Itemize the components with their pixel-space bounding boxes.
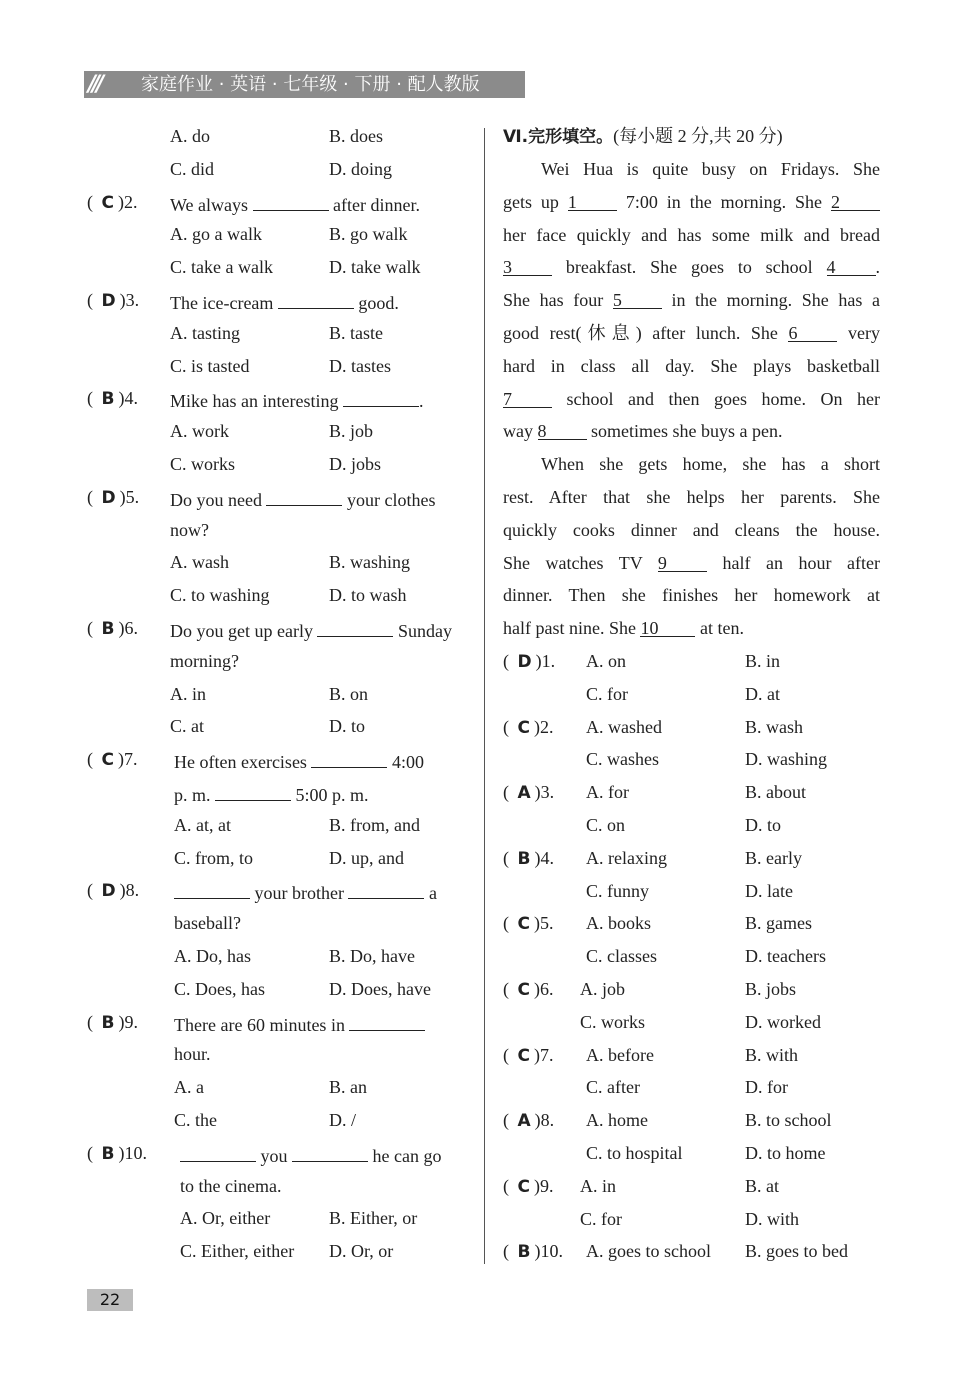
passage-line [503,355,880,377]
question-number [503,650,555,673]
stem-text: sometimes she buys a pen. [586,421,783,442]
paren-close: ) [534,1110,541,1131]
stem-text: She watches TV [503,552,658,573]
passage-line [503,519,880,541]
question-number [503,1044,553,1067]
paren-open: ( [87,1011,98,1032]
page-number-box [87,1289,133,1311]
option: B. in [745,651,781,671]
paren-open: ( [503,847,514,868]
option: C. take a walk [170,257,273,278]
option: C. works [170,454,236,474]
stem-text: hard in class all day. She plays basketball [503,355,880,376]
option: A. job [580,979,625,999]
answer-blank [348,879,424,899]
answer-blank: 1 [568,191,617,211]
question-number [87,1011,138,1034]
answer-blank: 4 [827,256,876,276]
stem-text: to the cinema. [180,1175,282,1196]
stem-text: Mike has an interesting [170,391,343,412]
question-index: 2. [123,191,138,212]
section-note: (每小题 2 分,共 20 分) [613,126,783,146]
passage-line [503,256,880,278]
option: C. washes [586,749,659,770]
header-title: 家庭作业 · 英语 · 七年级 · 下册 · 配人教版 [141,74,480,95]
option: B. wash [745,716,803,737]
question-stem [180,1142,474,1167]
question-index: 5. [125,486,140,507]
paren-close: ) [534,847,541,868]
answer-mark: B [101,1012,115,1033]
question-number [503,781,554,804]
option: B. Do, have [329,946,415,966]
paren-open: ( [503,716,514,737]
question-index: 3. [125,290,140,310]
option: D. for [745,1077,788,1098]
paren-close: ) [118,1142,125,1163]
answer-blank [349,1011,425,1031]
option: C. for [586,683,628,704]
question-index: 10. [540,1241,563,1262]
option: C. is tasted [170,355,250,376]
option: D. teachers [745,946,826,967]
paren-open: ( [87,191,98,212]
passage-line [503,617,880,639]
question-index: 1. [541,651,556,671]
paren-open: ( [503,1175,514,1196]
option: A. work [170,421,229,442]
question-stem [170,650,464,672]
answer-mark: B [101,619,115,639]
stem-text: you [256,1145,292,1166]
option: A. a [174,1077,204,1098]
column-divider [484,128,485,1264]
paren-open: ( [503,1241,514,1262]
question-index: 8. [125,880,140,901]
paren-open: ( [503,782,514,803]
question-stem [174,912,468,934]
option: D. jobs [329,454,382,474]
answer-mark: D [517,652,532,672]
question-stem [174,1043,468,1065]
answer-mark: D [101,881,116,902]
option: B. an [329,1077,367,1098]
option: C. classes [586,946,657,967]
section-title [503,125,783,148]
stem-text: school and then goes home. On her [552,388,880,409]
option: D. take walk [329,257,421,278]
stem-text: very [837,323,881,343]
option: A. in [170,683,206,704]
option: D. up, and [329,847,404,868]
question-number [87,617,138,640]
question-index: 5. [539,913,554,934]
page-number: 22 [99,1290,121,1309]
answer-blank [180,1142,256,1162]
question-index: 8. [540,1110,555,1131]
stem-text: She has four [503,290,613,311]
paren-open: ( [503,913,514,934]
passage-line [503,486,880,508]
option: D. doing [329,158,392,179]
option: A. on [586,651,626,671]
stem-text: at ten. [695,618,744,639]
stem-text: We always [170,194,253,215]
paren-close: ) [534,1241,541,1262]
option: B. from, and [329,814,420,835]
answer-blank: 2 [831,191,880,211]
answer-blank [266,486,342,506]
stem-text: Sunday [393,621,452,641]
question-index: 7. [539,1044,554,1065]
answer-blank: 6 [788,322,837,342]
option: B. does [329,126,383,146]
option: D. washing [745,749,827,770]
question-number [503,1175,553,1198]
option: A. home [586,1110,648,1131]
answer-mark: C [101,750,114,771]
passage-line [503,584,880,606]
option: B. early [745,847,802,868]
question-number [503,1109,554,1132]
stem-text: morning? [170,650,239,671]
option: D. to [745,815,781,835]
question-number [87,486,139,509]
paren-close: ) [534,782,541,803]
answer-mark: C [517,914,530,935]
stem-text: quickly cooks dinner and cleans the house. [503,519,880,540]
question-number [87,289,139,312]
paren-open: ( [87,880,98,901]
stem-text: . [875,257,880,278]
answer-mark: B [517,848,531,869]
question-number [503,716,553,739]
stem-text: your brother [250,883,349,904]
answer-blank [311,748,387,768]
question-number [87,191,137,214]
question-index: 3. [540,782,555,803]
stem-text: p. m. [174,785,216,805]
question-stem [170,486,464,511]
option: C. Either, either [180,1241,295,1262]
question-index: 4. [540,847,554,868]
section-label: Ⅵ.完形填空。 [503,127,614,147]
answer-mark: D [101,291,116,311]
passage-line [541,158,880,180]
answer-blank [278,289,354,309]
option: B. at [745,1175,779,1196]
question-number [87,387,138,410]
stem-text: your clothes [342,489,436,510]
question-index: 4. [124,388,138,409]
option: D. to [329,716,365,737]
paren-close: ) [533,1175,540,1196]
question-index: 9. [539,1175,554,1196]
option: C. after [586,1077,640,1098]
option: A. goes to school [586,1241,711,1262]
stem-text: 7:00 in the morning. She [616,191,831,212]
header-bar [84,71,525,98]
question-index: 10. [124,1142,147,1163]
stem-text: baseball? [174,913,241,934]
paren-close: ) [533,913,540,934]
option: B. go walk [329,224,408,245]
answer-blank [292,1142,368,1162]
question-stem [174,1011,468,1036]
option: A. go a walk [170,224,262,245]
stem-text: in the morning. She has a [661,290,880,311]
option: B. games [745,913,812,934]
stem-text: gets up [503,191,568,212]
option: A. tasting [170,322,240,343]
paren-close: ) [119,880,126,901]
answer-mark: B [517,1242,531,1263]
option: D. / [329,1110,356,1130]
answer-mark: C [101,192,114,213]
stem-text: good. [353,293,399,313]
question-index: 7. [123,749,138,770]
paren-close: ) [535,651,542,671]
question-number [503,847,554,870]
option: B. taste [329,322,383,343]
paren-close: ) [533,1044,540,1065]
stem-text: The ice-cream [170,293,278,313]
paren-open: ( [87,1142,98,1163]
stem-text: 4:00 [387,752,424,773]
stem-text: her face quickly and has some milk and bread [503,224,880,245]
option: C. from, to [174,847,253,868]
question-index: 9. [124,1011,138,1032]
option: B. job [329,421,374,442]
option: D. late [745,880,793,901]
question-stem [180,1175,474,1197]
answer-blank [174,879,250,899]
answer-blank: 3 [503,256,552,276]
answer-mark: A [517,783,531,804]
option: D. with [745,1208,799,1229]
answer-mark: B [101,389,115,410]
question-number [87,1142,147,1165]
paren-open: ( [87,290,98,310]
answer-blank: 7 [503,388,552,408]
question-number [503,1240,563,1263]
option: B. jobs [745,979,797,999]
option: B. goes to bed [745,1241,848,1262]
stem-text: 5:00 p. m. [291,785,369,805]
stem-text: Wei Hua is quite busy on Fridays. She [541,159,880,179]
option: D. Or, or [329,1241,394,1262]
option: A. before [586,1044,654,1065]
paren-open: ( [503,979,514,999]
answer-blank: 10 [640,617,695,637]
stem-text: half past nine. She [503,618,641,639]
answer-mark: C [517,980,530,1000]
question-index: 6. [124,618,138,638]
option: A. Or, either [180,1208,271,1229]
answer-mark: B [101,1143,115,1164]
question-stem [170,519,464,541]
stem-text: Do you get up early [170,621,318,641]
option: C. for [580,1208,622,1229]
passage-line [541,453,880,475]
passage-line [503,191,880,213]
paren-close: ) [117,749,124,770]
paren-close: ) [119,486,126,507]
option: A. do [170,126,210,146]
question-number [503,978,553,1001]
stem-text: There are 60 minutes in [174,1014,350,1035]
paren-open: ( [503,1110,514,1131]
option: B. about [745,782,806,803]
paren-close: ) [119,290,126,310]
stem-text: he can go [368,1145,442,1166]
passage-line [503,289,880,311]
option: D. at [745,683,780,704]
option: A. for [586,782,629,803]
passage-line [503,420,880,442]
question-stem [170,387,464,412]
paren-open: ( [87,486,98,507]
option: C. funny [586,880,649,901]
paren-close: ) [118,388,125,409]
question-index: 2. [539,716,554,737]
stem-text: now? [170,519,209,540]
option: C. did [170,158,215,179]
option: B. with [745,1044,799,1065]
option: C. on [586,815,626,835]
question-stem [170,191,464,216]
paren-open: ( [503,1044,514,1065]
paren-open: ( [87,749,98,770]
answer-blank: 9 [658,552,707,572]
option: C. to washing [170,585,270,606]
paren-open: ( [503,651,514,671]
option: D. to wash [329,585,407,606]
stem-text: way [503,421,538,442]
option: C. works [580,1011,646,1032]
answer-mark: D [101,487,116,508]
header-slashes: /// [88,72,101,97]
option: A. Do, has [174,946,251,966]
paren-close: ) [533,716,540,737]
question-stem [170,617,464,642]
paren-close: ) [118,618,125,638]
answer-mark: C [517,1045,530,1066]
answer-mark: C [517,1176,530,1197]
option: A. in [580,1175,616,1196]
option: B. washing [329,552,410,573]
paren-open: ( [87,618,98,638]
answer-mark: A [517,1111,531,1132]
answer-blank [343,387,419,407]
stem-text: a [424,883,437,904]
option: A. at, at [174,814,231,835]
paren-close: ) [118,1011,125,1032]
paren-close: ) [533,979,540,999]
option: D. tastes [329,355,391,376]
stem-text: Do you need [170,489,267,510]
stem-text: after dinner. [328,194,420,215]
option: B. to school [745,1110,832,1131]
question-number [503,912,553,935]
passage-line [503,552,880,574]
answer-blank [317,617,393,637]
passage-line [503,322,880,344]
paren-close: ) [117,191,124,212]
option: C. to hospital [586,1143,683,1163]
option: B. on [329,683,369,704]
stem-text: dinner. Then she finishes her homework at [503,585,880,606]
passage-line [503,388,880,410]
question-stem [174,781,468,806]
stem-text: When she gets home, she has a short [541,454,880,475]
stem-text: He often exercises [174,752,312,773]
stem-text: good rest(休息) after lunch. She [503,323,789,343]
paren-open: ( [87,388,98,409]
option: A. books [586,913,652,934]
option: A. relaxing [586,847,667,868]
stem-text: half an hour after [706,552,880,573]
question-stem [174,748,468,773]
option: D. to home [745,1143,826,1163]
option: C. the [174,1110,217,1130]
option: C. at [170,716,204,737]
question-stem [174,879,468,904]
option: D. Does, have [329,978,431,999]
stem-text: breakfast. She goes to school [552,257,827,278]
answer-mark: C [517,717,530,738]
answer-blank [253,191,329,211]
answer-blank [215,781,291,801]
option: C. Does, has [174,978,265,999]
question-index: 6. [539,979,554,999]
passage-line [503,224,880,246]
option: A. washed [586,716,662,737]
option: A. wash [170,552,229,573]
answer-blank: 8 [538,420,587,440]
question-number [87,879,139,902]
question-stem [170,289,464,314]
question-number [87,748,137,771]
stem-text: . [418,391,424,412]
stem-text: rest. After that she helps her parents. She [503,487,880,507]
stem-text: hour. [174,1044,211,1065]
option: D. worked [745,1011,821,1032]
answer-blank: 5 [613,289,662,309]
option: B. Either, or [329,1208,418,1229]
